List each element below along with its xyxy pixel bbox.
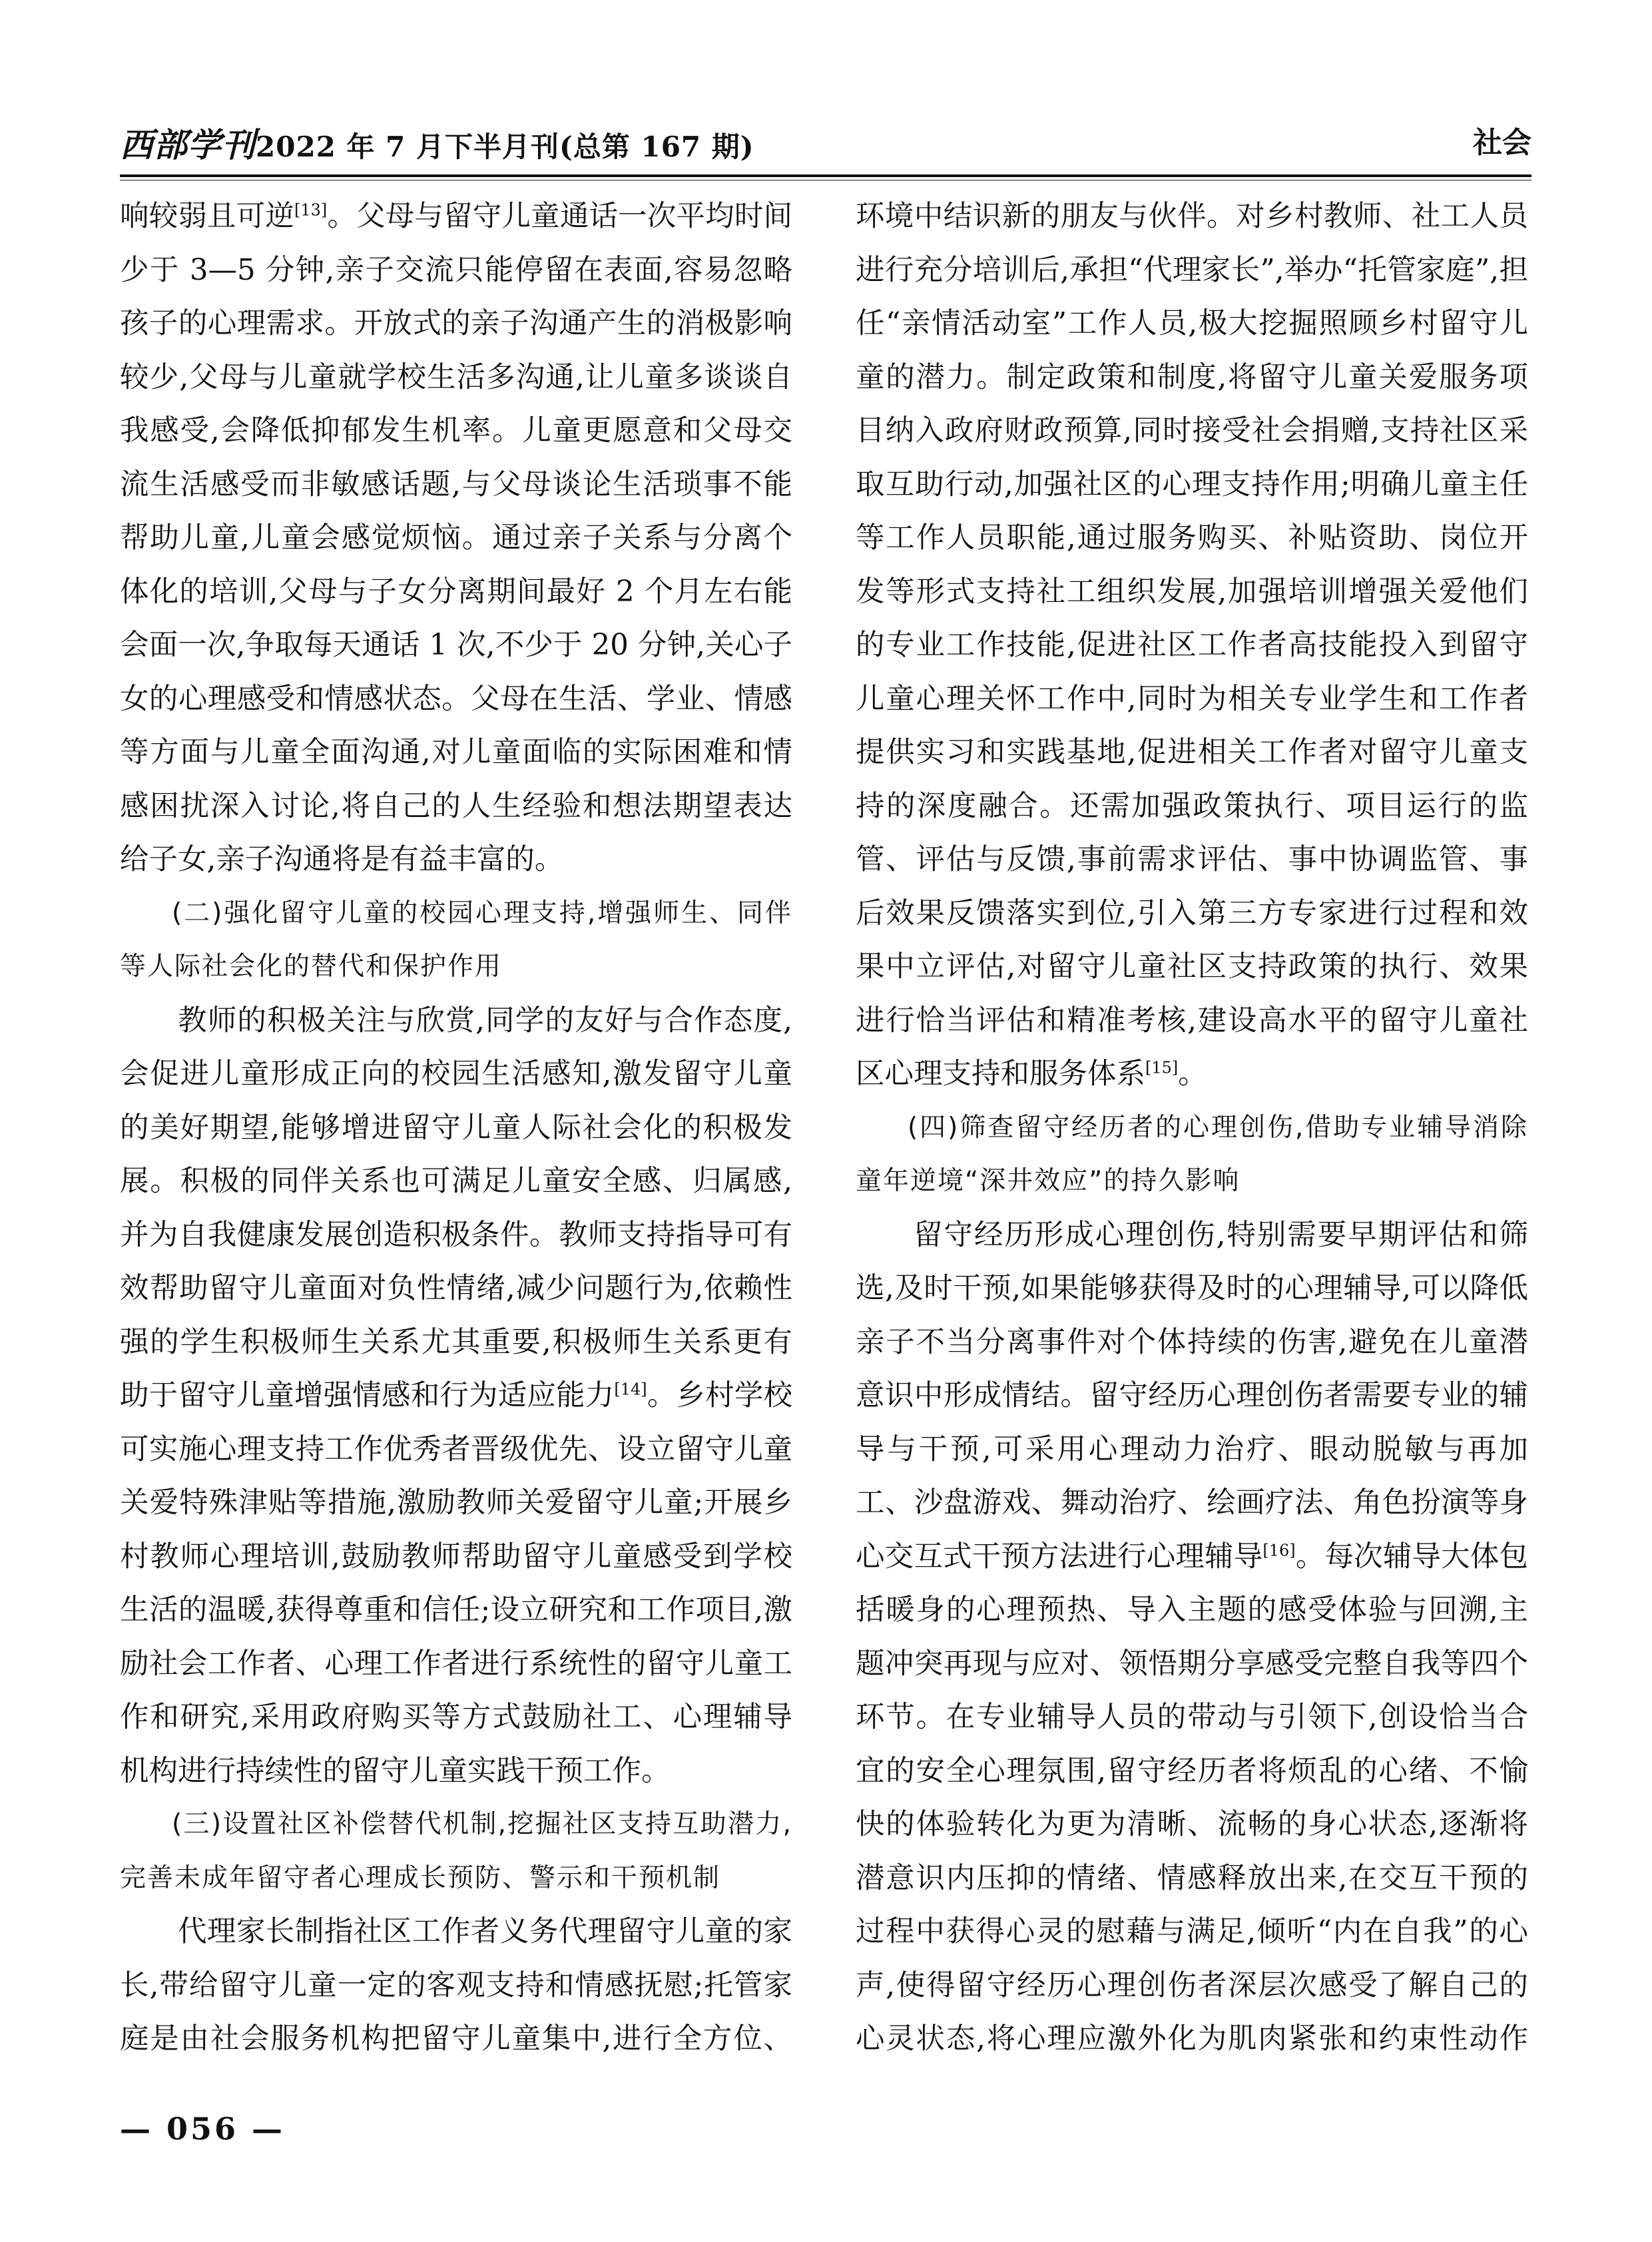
left-column [120,190,792,2054]
paragraph-text: 留守经历形成心理创伤,特别需要早期评估和筛选,及时干预,如果能够获得及时的心理辅导,可以降低亲子不当分离事件对个体持续的伤害,避免在儿童潜意识中形成情结。留守经历心理创伤者需要专业的辅导与干预,可采用心理动力治疗、眼动脱敏与再加工、沙盘游戏、舞动治疗、绘画疗法、角色扮演等身心交互式干预方法进行心理辅导 [856,1218,1528,1573]
section-heading: (三)设置社区补偿替代机制,挖掘社区支持互助潜力,完善未成年留守者心理成长预防、警示和干预机制 [120,1809,792,1893]
citation: [14] [614,1380,647,1399]
section-heading: (二)强化留守儿童的校园心理支持,增强师生、同伴等人际社会化的替代和保护作用 [120,898,792,981]
citation: [15] [1145,1058,1179,1077]
paragraph [856,1209,1528,2055]
paragraph-text: 教师的积极关注与欣赏,同学的友好与合作态度,会促进儿童形成正向的校园生活感知,激发留守儿童的美好期望,能够增进留守儿童人际社会化的积极发展。积极的同伴关系也可满足儿童安全感、归属感,并为自我健康发展创造积极条件。教师支持指导可有效帮助留守儿童面对负性情绪,减少问题行为,依赖性强的学生积极师生关系尤其重要,积极师生关系更有助于留守儿童增强情感和行为适应能力 [120,1003,792,1412]
journal-logo: 西部学刊 [120,125,256,164]
section-heading: (四)筛查留守经历者的心理创伤,借助专业辅导消除童年逆境“深井效应”的持久影响 [856,1112,1528,1196]
section-label: 社会 [1473,126,1531,160]
paragraph: 代理家长制指社区工作者义务代理留守儿童的家长,带给留守儿童一定的客观支持和情感抚慰;托管家庭是由社会服务机构把留守儿童集中,进行全方位、 [120,1915,792,2054]
paragraph-text: 响较弱且可逆 [120,200,295,233]
running-header [120,113,1531,166]
paragraph-text: 。父母与留守儿童通话一次平均时间少于 3—5 分钟,亲子交流只能停留在表面,容易忽略孩子的心理需求。开放式的亲子沟通产生的消极影响较少,父母与儿童就学校生活多沟通,让儿童多谈谈自我感受,会降低抑郁发生机率。儿童更愿意和父母交流生活感受而非敏感话题,与父母谈论生活琐事不能帮助儿童,儿童会感觉烦恼。通过亲子关系与分离个体化的培训,父母与子女分离期间最好 2 个月左右能会面一次,争取每天通话 1 次,不少于 20 分钟,关心子女的心理感受和情感状态。父母在生活、学业、情感等方面与儿童全面沟通,对儿童面临的实际困难和情感困扰深入讨论,将自己的人生经验和想法期望表达给子女,亲子沟通将是有益丰富的。 [120,200,792,876]
citation: [16] [1262,1541,1296,1559]
paragraph [120,994,792,1799]
header-rule [120,174,1531,177]
right-column [856,190,1528,2054]
paragraph-text: 环境中结识新的朋友与伙伴。对乡村教师、社工人员进行充分培训后,承担“代理家长”,举办“托管家庭”,担任“亲情活动室”工作人员,极大挖掘照顾乡村留守儿童的潜力。制定政策和制度,将留守儿童关爱服务项目纳入政府财政预算,同时接受社会捐赠,支持社区采取互助行动,加强社区的心理支持作用;明确儿童主任等工作人员职能,通过服务购买、补贴资助、岗位开发等形式支持社工组织发展,加强培训增强关爱他们的专业工作技能,促进社区工作者高技能投入到留守儿童心理关怀工作中,同时为相关专业学生和工作者提供实习和实践基地,促进相关工作者对留守儿童支持的深度融合。还需加强政策执行、项目运行的监管、评估与反馈,事前需求评估、事中协调监管、事后效果反馈落实到位,引入第三方专家进行过程和效果中立评估,对留守儿童社区支持政策的执行、效果进行恰当评估和精准考核,建设高水平的留守儿童社区心理支持和服务体系 [856,200,1528,1091]
paragraph-text: 。乡村学校可实施心理支持工作优秀者晋级优先、设立留守儿童关爱特殊津贴等措施,激励教师关爱留守儿童;开展乡村教师心理培训,鼓励教师帮助留守儿童感受到学校生活的温暖,获得尊重和信任;设立研究和工作项目,激励社会工作者、心理工作者进行系统性的留守儿童工作和研究,采用政府购买等方式鼓励社工、心理辅导机构进行持续性的留守儿童实践干预工作。 [120,1379,792,1788]
paragraph-text: 。 [1178,1057,1207,1091]
paragraph [120,190,792,887]
issue-info: 2022 年 7 月下半月刊(总第 167 期) [256,131,754,163]
page-number: — 056 — [120,2111,286,2147]
citation: [13] [294,200,328,220]
journal-title [120,119,754,166]
paragraph [856,190,1528,1101]
paragraph-text: 。每次辅导大体包括暖身的心理预热、导入主题的感受体验与回溯,主题冲突再现与应对、领悟期分享感受完整自我等四个环节。在专业辅导人员的带动与引领下,创设恰当合宜的安全心理氛围,留守经历者将烦乱的心绪、不愉快的体验转化为更为清晰、流畅的身心状态,逐渐将潜意识内压抑的情绪、情感释放出来,在交互干预的过程中获得心灵的慰藉与满足,倾听“内在自我”的心声,使得留守经历心理创伤者深层次感受了解自己的心灵状态,将心理应激外化为肌肉紧张和约束性动作 [856,1540,1528,2054]
